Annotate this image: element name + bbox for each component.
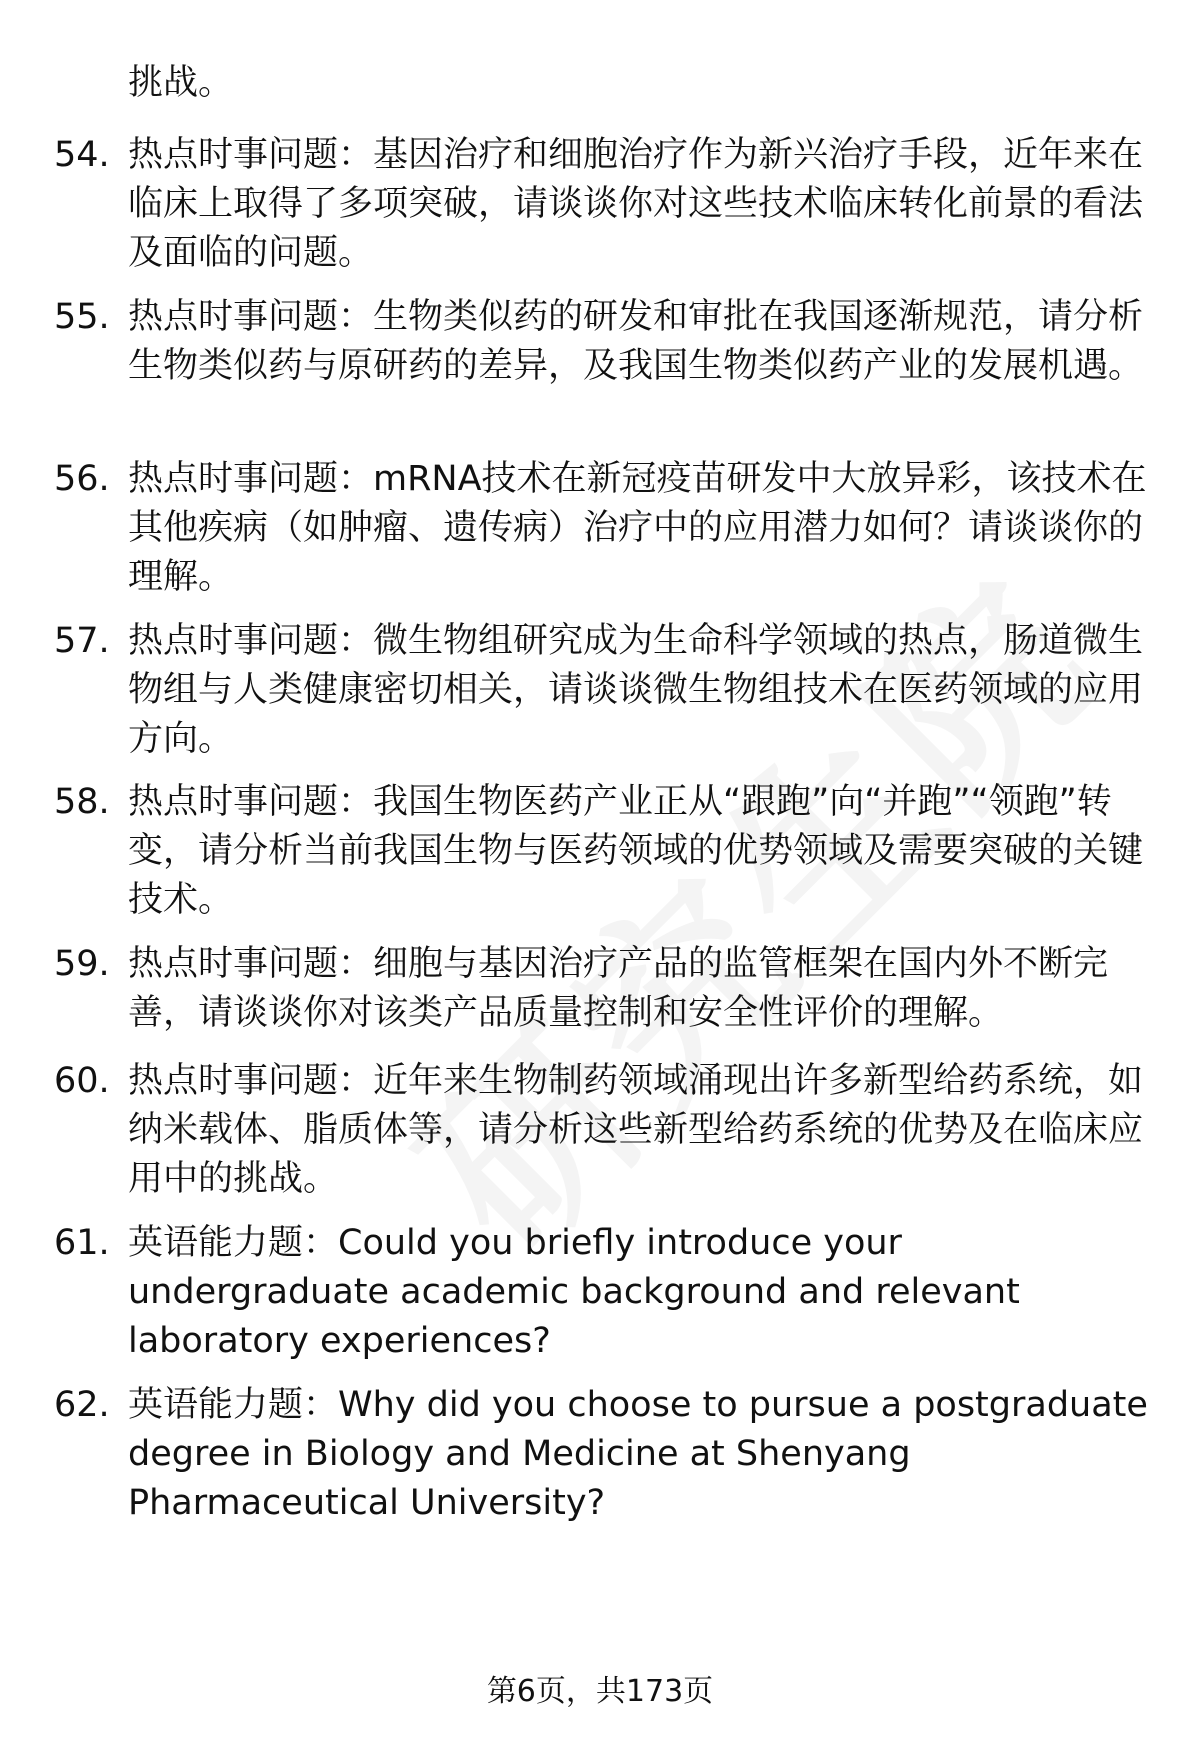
question-text: 英语能力题：Why did you choose to pursue a postgraduate degree in Biology and Medicine at Shenyang Pharmaceutical University? — [128, 1385, 1148, 1523]
question-text: 热点时事问题：微生物组研究成为生命科学领域的热点，肠道微生物组与人类健康密切相关，请谈谈微生物组技术在医药领域的应用方向。 — [128, 621, 1144, 759]
question-number: 55. — [54, 297, 110, 337]
question-text: 热点时事问题：mRNA技术在新冠疫苗研发中大放异彩，该技术在其他疾病（如肿瘤、遗传病）治疗中的应用潜力如何？请谈谈你的理解。 — [128, 459, 1147, 597]
question-text: 热点时事问题：生物类似药的研发和审批在我国逐渐规范，请分析生物类似药与原研药的差异，及我国生物类似药产业的发展机遇。 — [128, 297, 1144, 386]
question-text: 英语能力题：Could you briefly introduce your undergraduate academic background and relevant laboratory experiences? — [128, 1223, 1020, 1361]
question-text: 热点时事问题：细胞与基因治疗产品的监管框架在国内外不断完善，请谈谈你对该类产品质量控制和安全性评价的理解。 — [128, 944, 1109, 1033]
question-number: 59. — [54, 944, 110, 984]
page-footer: 第6页，共173页 — [486, 1674, 714, 1709]
question-number: 57. — [54, 621, 110, 661]
question-number: 60. — [54, 1061, 110, 1101]
question-number: 58. — [54, 782, 110, 822]
continued-text: 挑战。 — [128, 63, 234, 103]
question-text: 热点时事问题：我国生物医药产业正从“跟跑”向“并跑”“领跑”转变，请分析当前我国生物与医药领域的优势领域及需要突破的关键技术。 — [128, 782, 1144, 920]
question-text: 热点时事问题：近年来生物制药领域涌现出许多新型给药系统，如纳米载体、脂质体等，请分析这些新型给药系统的优势及在临床应用中的挑战。 — [128, 1061, 1144, 1199]
question-text: 热点时事问题：基因治疗和细胞治疗作为新兴治疗手段，近年来在临床上取得了多项突破，请谈谈你对这些技术临床转化前景的看法及面临的问题。 — [128, 135, 1144, 273]
question-number: 61. — [54, 1223, 110, 1263]
question-number: 54. — [54, 135, 110, 175]
question-number: 62. — [54, 1385, 110, 1425]
question-number: 56. — [54, 459, 110, 499]
